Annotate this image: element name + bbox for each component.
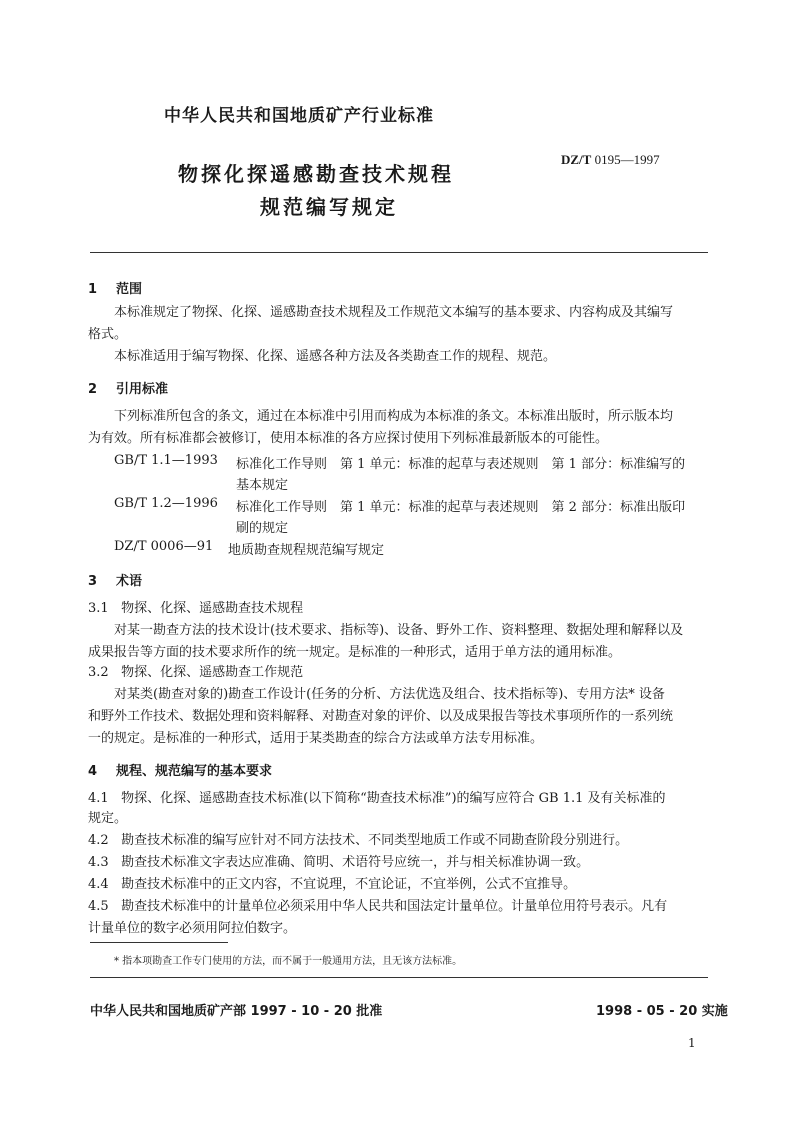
paragraph-text: 对某类(勘查对象的)勘查工作设计(任务的分析、方法优选及组合、技术指标等)、专用方法* 设备 <box>114 687 665 702</box>
section-number: 4 <box>88 764 98 779</box>
paragraph-text: 下列标准所包含的条文，通过在本标准中引用而构成为本标准的条文。本标准出版时，所示版本均 <box>114 409 674 424</box>
section-number: 3 <box>88 574 98 589</box>
term-3-1-heading <box>88 598 303 620</box>
page-number: 1 <box>688 1036 696 1050</box>
clause-text: 物探、化探、遥感勘查技术标准(以下简称“勘查技术标准”)的编写应符合 GB 1.1 及有关标准的 <box>121 791 666 806</box>
section-title: 范围 <box>116 282 143 297</box>
clause-4-4 <box>88 874 576 896</box>
clause-number: 4.3 <box>88 855 109 870</box>
clause-text: 勘查技术标准中的正文内容，不宜说理，不宜论证，不宜举例，公式不宜推导。 <box>121 877 577 892</box>
document-title-line1: 物探化探遥感勘查技术规程 <box>178 162 454 186</box>
section-title: 术语 <box>116 574 143 589</box>
reference-code: GB/T 1.2—1996 <box>114 496 218 511</box>
implementation-date: 1998 - 05 - 20 实施 <box>596 1004 728 1019</box>
section-number: 1 <box>88 282 98 297</box>
section-title: 规程、规范编写的基本要求 <box>116 764 273 779</box>
section-1-heading <box>88 278 142 297</box>
section-number: 2 <box>88 382 98 397</box>
reference-code: DZ/T 0006—91 <box>114 539 214 554</box>
reference-title: 地质勘查规程规范编写规定 <box>228 543 385 558</box>
paragraph-text: 成果报告等方面的技术要求所作的统一规定。是标准的一种形式，适用于单方法的通用标准。 <box>88 645 622 660</box>
clause-number: 4.2 <box>88 833 109 848</box>
paragraph-text: 计量单位的数字必须用阿拉伯数字。 <box>88 921 297 936</box>
clause-4-3 <box>88 852 589 874</box>
section-2-heading <box>88 378 168 397</box>
clause-4-1 <box>88 788 666 810</box>
clause-text: 勘查技术标准文字表达应准确、简明、术语符号应统一，并与相关标准协调一致。 <box>121 855 590 870</box>
clause-number: 4.5 <box>88 899 109 914</box>
clause-number: 4.4 <box>88 877 109 892</box>
header-divider <box>90 252 708 253</box>
document-title-line2: 规范编写规定 <box>260 195 398 219</box>
paragraph-text: 和野外工作技术、数据处理和资料解释、对勘查对象的评价、以及成果报告等技术事项所作的一系列统 <box>88 709 674 724</box>
term-title: 物探、化探、遥感勘查技术规程 <box>121 601 304 616</box>
paragraph-text: 对某一勘查方法的技术设计(技术要求、指标等)、设备、野外工作、资料整理、数据处理和解释以及 <box>114 623 684 638</box>
footnote-divider <box>90 942 228 943</box>
clause-text: 勘查技术标准的编写应针对不同方法技术、不同类型地质工作或不同勘查阶段分别进行。 <box>121 833 629 848</box>
standard-code <box>561 152 660 168</box>
paragraph-text: 一的规定。是标准的一种形式，适用于某类勘查的综合方法或单方法专用标准。 <box>88 731 544 746</box>
footer-divider <box>90 977 708 978</box>
term-3-2-heading <box>88 662 303 684</box>
clause-4-5 <box>88 896 667 918</box>
clause-number: 3.1 <box>88 601 109 616</box>
section-3-heading <box>88 570 142 589</box>
approval-date: 中华人民共和国地质矿产部 1997 - 10 - 20 批准 <box>90 1004 383 1019</box>
clause-number: 3.2 <box>88 665 109 680</box>
standard-code-number: 0195—1997 <box>594 152 660 167</box>
reference-title: 标准化工作导则 第 1 单元：标准的起草与表述规则 第 2 部分：标准出版印 <box>236 500 686 515</box>
section-title: 引用标准 <box>116 382 169 397</box>
standard-type-heading: 中华人民共和国地质矿产行业标准 <box>164 106 434 126</box>
paragraph-text: 规定。 <box>88 811 128 826</box>
clause-number: 4.1 <box>88 791 109 806</box>
section-4-heading <box>88 760 272 779</box>
paragraph-text: 本标准适用于编写物探、化探、遥感各种方法及各类勘查工作的规程、规范。 <box>114 349 557 364</box>
paragraph-text: 格式。 <box>88 327 128 342</box>
paragraph-text: 本标准规定了物探、化探、遥感勘查技术规程及工作规范文本编写的基本要求、内容构成及其编写 <box>114 305 674 320</box>
reference-title-cont: 基本规定 <box>236 478 289 493</box>
standard-code-prefix: DZ/T <box>561 152 592 167</box>
reference-title-cont: 刷的规定 <box>236 521 289 536</box>
clause-text: 勘查技术标准中的计量单位必须采用中华人民共和国法定计量单位。计量单位用符号表示。凡有 <box>121 899 668 914</box>
reference-title: 标准化工作导则 第 1 单元：标准的起草与表述规则 第 1 部分：标准编写的 <box>236 457 686 472</box>
footnote: * 指本项勘查工作专门使用的方法，而不属于一般通用方法，且无该方法标准。 <box>114 956 463 967</box>
reference-code: GB/T 1.1—1993 <box>114 453 218 468</box>
clause-4-2 <box>88 830 628 852</box>
term-title: 物探、化探、遥感勘查工作规范 <box>121 665 304 680</box>
paragraph-text: 为有效。所有标准都会被修订，使用本标准的各方应探讨使用下列标准最新版本的可能性。 <box>88 431 609 446</box>
